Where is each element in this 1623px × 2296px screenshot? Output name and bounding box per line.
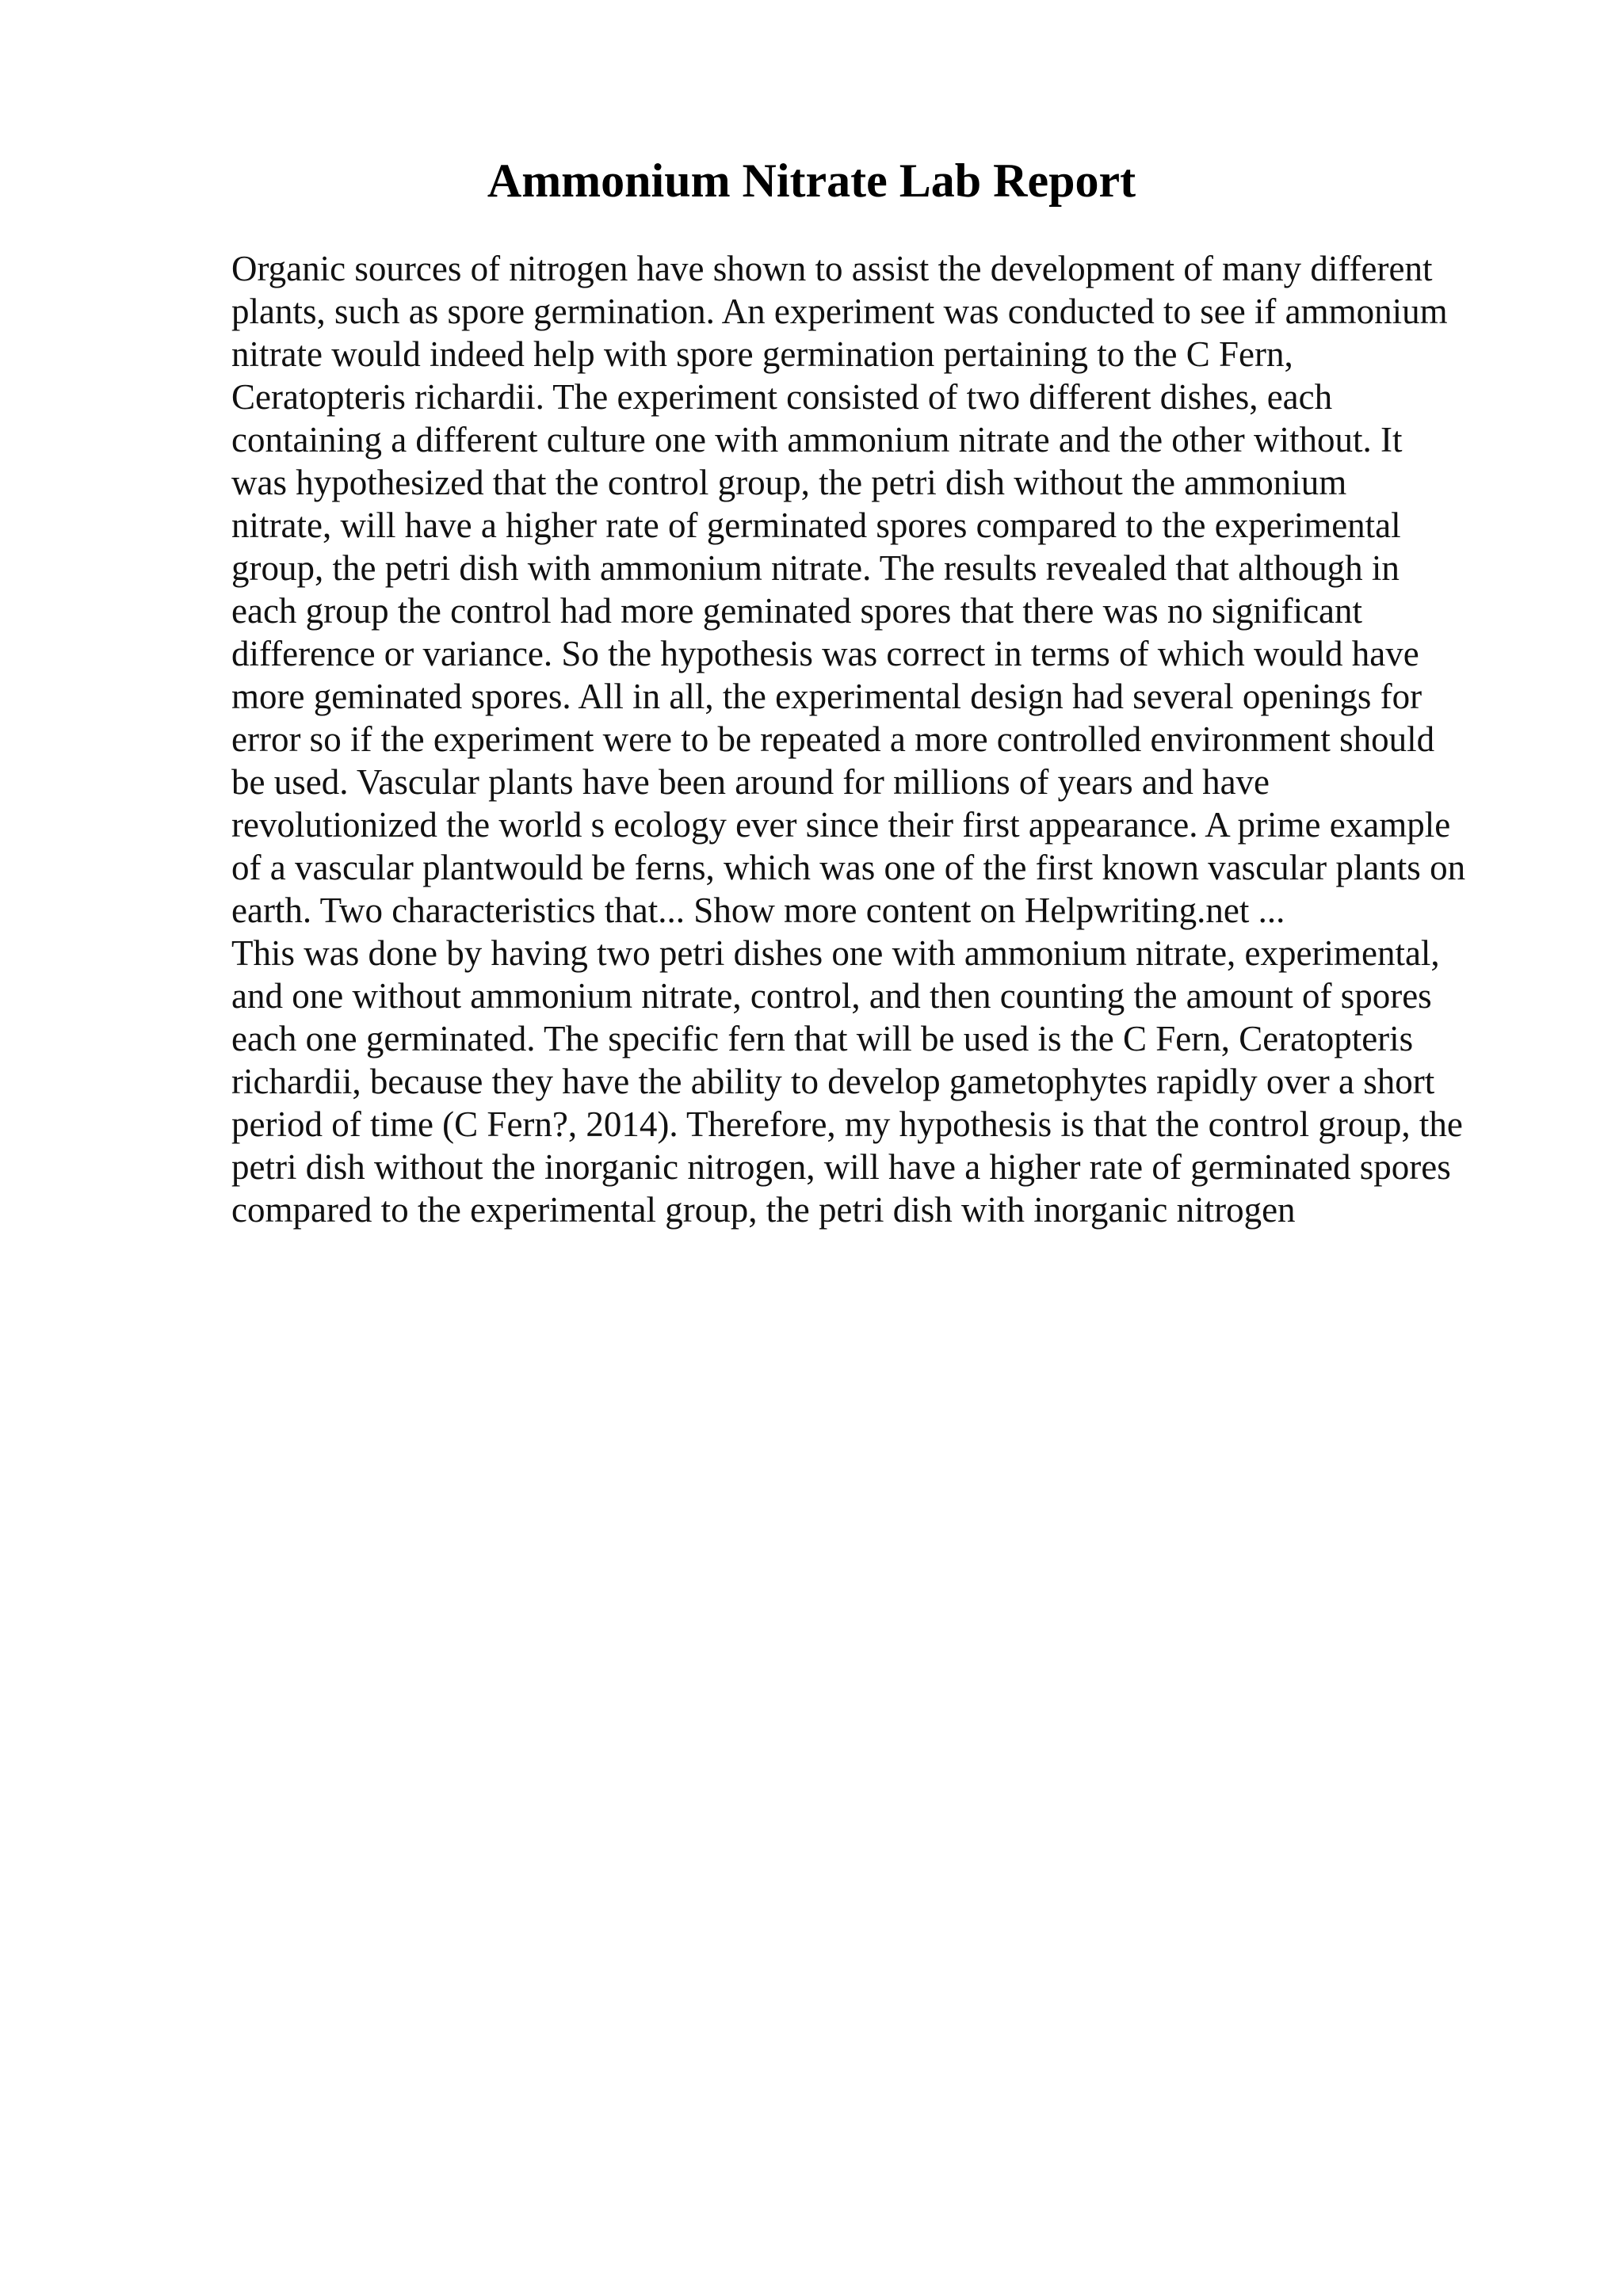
body-line-11: more geminated spores. All in all, the experimental design had several openings for — [231, 677, 1423, 716]
body-line-4: Ceratopteris richardii. The experiment consisted of two different dishes, each — [231, 377, 1333, 417]
body-line-10: difference or variance. So the hypothesis was correct in terms of which would have — [231, 634, 1419, 673]
body-line-12: error so if the experiment were to be repeated a more controlled environment should — [231, 719, 1435, 759]
body-line-14: revolutionized the world s ecology ever since their first appearance. A prime example — [231, 805, 1451, 845]
body-line-2: plants, such as spore germination. An experiment was conducted to see if ammonium — [231, 292, 1448, 331]
body-line-3: nitrate would indeed help with spore germination pertaining to the C Fern, — [231, 334, 1293, 374]
body-line-19: each one germinated. The specific fern that will be used is the C Fern, Ceratopteris — [231, 1019, 1414, 1058]
body-line-1: Organic sources of nitrogen have shown to assist the development of many different — [231, 249, 1433, 288]
body-line-17: This was done by having two petri dishes one with ammonium nitrate, experimental, — [231, 933, 1440, 973]
body-line-15: of a vascular plantwould be ferns, which was one of the first known vascular plants on — [231, 848, 1466, 887]
body-line-5: containing a different culture one with ammonium nitrate and the other without. It — [231, 420, 1403, 460]
document-title: Ammonium Nitrate Lab Report — [487, 154, 1136, 207]
body-line-8: group, the petri dish with ammonium nitrate. The results revealed that although in — [231, 548, 1400, 588]
body-line-9: each group the control had more geminated spores that there was no significant — [231, 591, 1363, 631]
document-body — [231, 247, 1531, 1231]
body-line-23: compared to the experimental group, the petri dish with inorganic nitrogen — [231, 1190, 1296, 1230]
body-line-18: and one without ammonium nitrate, control, and then counting the amount of spores — [231, 976, 1432, 1016]
body-line-20: richardii, because they have the ability to develop gametophytes rapidly over a short — [231, 1062, 1435, 1101]
body-line-6: was hypothesized that the control group, the petri dish without the ammonium — [231, 463, 1347, 502]
body-line-13: be used. Vascular plants have been around for millions of years and have — [231, 762, 1270, 802]
body-line-22: petri dish without the inorganic nitrogen, will have a higher rate of germinated spores — [231, 1147, 1451, 1187]
body-line-7: nitrate, will have a higher rate of germinated spores compared to the experimental — [231, 505, 1401, 545]
body-line-16: earth. Two characteristics that... Show more content on Helpwriting.net ... — [231, 891, 1285, 930]
body-line-21: period of time (C Fern?, 2014). Therefore, my hypothesis is that the control group, the — [231, 1104, 1463, 1144]
